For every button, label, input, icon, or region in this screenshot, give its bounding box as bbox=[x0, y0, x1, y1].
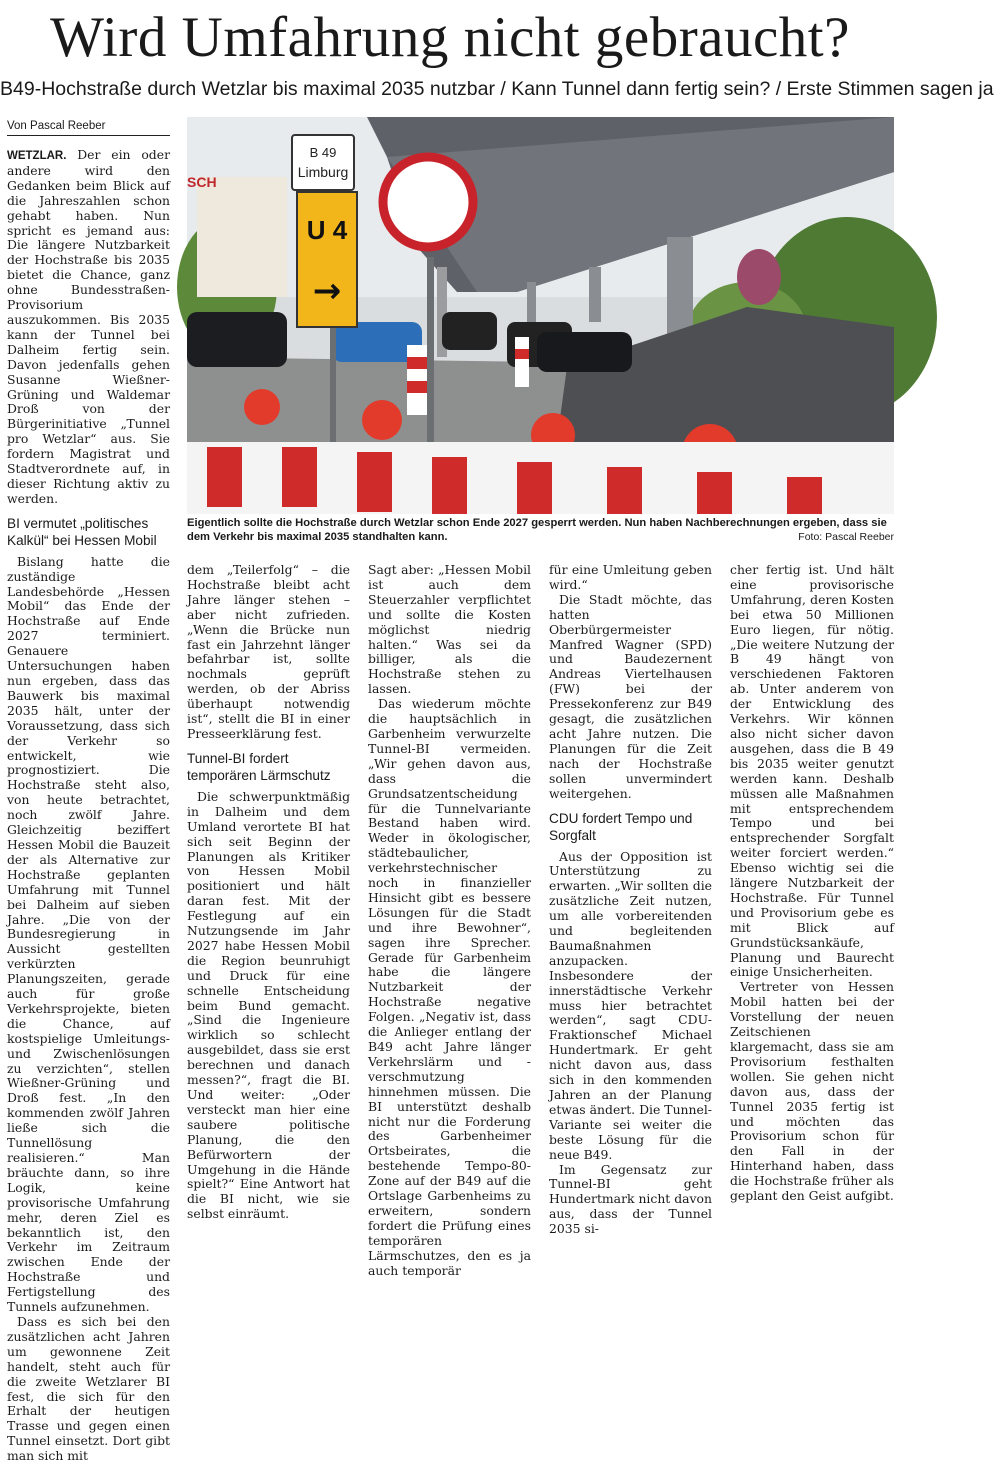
lead-text: Der ein oder andere wird den Gedanken beim Blick auf die Jahreszahlen schon gehabt haben. Nun spricht es jemand aus: Die längere Nutzbarkeit der Hochstraße bis 2035 bietet die Chance, ganz ohne Bundesstraßen-Provisorium auszukommen. Bis 2035 kann der Tunnel bei Dalheim fertig sein. Davon jedenfalls gehen Susanne Wießner-Grüning und Waldemar Droß von der Bürgerinitiative „Tunnel pro Wetzlar“ aus. Sie fordern Magistrat und Stadtverordnete auf, in dieser Richtung aktiv zu werden. bbox=[7, 147, 170, 506]
column-2 bbox=[187, 562, 350, 1222]
sign-road-number: B 49 bbox=[309, 145, 337, 160]
highway-overpass-photo bbox=[187, 117, 894, 514]
paragraph: Das wiederum möchte die hauptsächlich in Garbenheim verwurzelte Tunnel-BI vermeiden. „Wir gehen davon aus, dass die Grundsatzentscheidung für die Tunnelvariante Bestand haben wird. Weder in ökologischer, städtebaulicher, verkehrstechnischer noch in finanzieller Hinsicht gibt es bessere Lösungen für die Stadt und ihre Bewohner“, sagen ihre Sprecher. Gerade für Garbenheim habe die längere Nutzbarkeit der Hochstraße negative Folgen. „Negativ ist, dass die Anlieger entlang der B49 acht Jahre länger Verkehrslärm und -verschmutzung hinnehmen müssen. Die BI unterstützt deshalb nicht nur die Forderung des Garbenheimer Ortsbeirates, die bestehende Tempo-80-Zone auf der B49 auf die Ortslage Garbenheims zu erweitern, sondern fordert die Prüfung eines temporären Lärmschutzes, den es ja auch temporär bbox=[368, 696, 531, 1278]
subheading-cdu: CDU fordert Tempo und Sorgfalt bbox=[549, 810, 693, 843]
paragraph: Vertreter von Hessen Mobil hatten bei der Vorstellung der neuen Zeitschienen klargemacht, dass sie am Provisorium festhalten wollen. Sie gehen nicht davon aus, dass der Tunnel 2035 fertig ist und möchten das Provisorium schon für den Fall in der Hinterhand haben, dass die Hochstraße früher als geplant den Geist aufgibt. bbox=[730, 979, 894, 1204]
article-photo bbox=[187, 117, 894, 514]
subheading-bi-kalkuel: BI vermutet „politisches Kalkül“ bei Hessen Mobil bbox=[7, 515, 157, 548]
subheadline: B49-Hochstraße durch Wetzlar bis maximal 2035 nutzbar / Kann Tunnel dann fertig sein? / Erste Stimmen sagen ja bbox=[0, 78, 994, 100]
column-1 bbox=[7, 147, 170, 1464]
column-3 bbox=[368, 562, 531, 1278]
headline: Wird Umfahrung nicht gebraucht? bbox=[50, 6, 850, 69]
paragraph: Dass es sich bei den zusätzlichen acht Jahren um gewonnene Zeit handelt, steht auch für die zweite Wetzlarer BI fest, die sich für den Erhalt der heutigen Trasse und gegen einen Tunnel einsetzt. Dort gibt man sich mit bbox=[7, 1313, 170, 1464]
paragraph: Aus der Opposition ist Unterstützung zu erwarten. „Wir sollten die zusätzliche Zeit nutzen, um alle vorbereitenden und begleitenden Baumaßnahmen anzupacken. Insbesondere der innerstädtische Verkehr muss hier betrachtet werden“, sagt CDU-Fraktionschef Michael Hundertmark. Er geht nicht davon aus, dass sich in den kommenden Jahren an der Planung etwas ändert. Die Tunnel-Variante sei weiter die beste Lösung für die neue B49. bbox=[549, 848, 712, 1162]
column-5 bbox=[730, 562, 894, 1204]
sign-arrow: → bbox=[312, 271, 342, 311]
paragraph: cher fertig ist. Und hält eine provisorische Umfahrung, deren Kosten bei etwa 50 Millionen Euro liegen, für nötig. „Die weitere Nutzung der B 49 hängt von verschiedenen Faktoren ab. Unter anderem von der Entwicklung des Verkehrs. Wir können also nicht sicher davon ausgehen, dass die B 49 bis 2035 weiter genutzt werden kann. Deshalb müssen alle Maßnahmen mit entsprechendem Tempo und bei entsprechender Sorgfalt weiter forciert werden.“ Ebenso wichtig sei die längere Nutzbarkeit der Hochstraße. Für Tunnel und Provisorium gebe es mit Blick auf Grundstücksankäufe, Planung und Baurecht einige Unsicherheiten. bbox=[730, 562, 894, 980]
photo-caption bbox=[187, 516, 894, 544]
paragraph: Die schwerpunktmäßig in Dalheim und dem Umland verortete BI hat sich seit Beginn der Planungen als Kritiker von Hessen Mobil positioniert und hält daran fest. Mit der Festlegung auf ein Nutzungsende im Jahr 2027 habe Hessen Mobil die Region beunruhigt und Druck für eine schnelle Entscheidung beim Bund gemacht. „Sind die Ingenieure wirklich so schlecht ausgebildet, dass sie erst berechnen und danach messen?“, fragt die BI. Und weiter: „Oder versteckt man hier eine saubere politische Planung, die den Befürwortern der Umgehung in die Hände spielt?“ Eine Antwort hat die BI nicht, wie sie selbst einräumt. bbox=[187, 788, 350, 1222]
paragraph: Die Stadt möchte, das hatten Oberbürgermeister Manfred Wagner (SPD) und Baudezernent Andreas Viertelhausen (FW) bei der Pressekonferenz zur B49 gesagt, die zusätzlichen acht Jahre nutzen. Die Planungen für die Zeit nach der Hochstraße sollen unvermindert weitergehen. bbox=[549, 591, 712, 801]
sign-city: Limburg bbox=[297, 164, 349, 180]
column-4 bbox=[549, 562, 712, 1237]
paragraph: für eine Umleitung geben wird.“ bbox=[549, 562, 712, 592]
lead-paragraph bbox=[7, 148, 170, 507]
subheading-tunnel-bi: Tunnel-BI fordert temporären Lärmschutz bbox=[187, 750, 331, 783]
dateline: WETZLAR. bbox=[7, 150, 67, 162]
storefront-letters: SCH bbox=[187, 174, 217, 190]
photo-credit: Foto: Pascal Reeber bbox=[798, 531, 894, 543]
caption-text: Eigentlich sollte die Hochstraße durch Wetzlar schon Ende 2027 gesperrt werden. Nun haben Nachberechnungen ergeben, dass sie dem Verkehr bis maximal 2035 standhalten kann. bbox=[187, 517, 887, 543]
paragraph: dem „Teilerfolg“ – die Hochstraße bleibt acht Jahre länger stehen – aber nicht zufrieden. „Wenn die Brücke nun fast ein Jahrzehnt länger befahrbar ist, sollte nochmals geprüft werden, ob der Abriss überhaupt notwendig ist“, stellt die BI in einer Presseerklärung fest. bbox=[187, 562, 350, 741]
paragraph: Bislang hatte die zuständige Landesbehörde „Hessen Mobil“ das Ende der Hochstraße auf Ende 2027 terminiert. Genauere Untersuchungen haben nun ergeben, dass das Bauwerk bis maximal 2035 hält, unter der Voraussetzung, dass sich der Verkehr so entwickelt, wie prognostiziert. Die Hochstraße steht also, von heute betrachtet, noch zwölf Jahre. Gleichzeitig beziffert Hessen Mobil die Bauzeit der als Alternative zur Hochstraße geplanten Umfahrung mit Tunnel bei Dalheim auf sieben Jahre. „Die von der Bundesregierung in Aussicht gestellten verkürzten Planungszeiten, gerade auch für große Verkehrsprojekte, bieten die Chance, auf kostspielige Umleitungs- und Zwischenlösungen zu verzichten“, stellen Wießner-Grüning und Droß fest. „In den kommenden zwölf Jahren ließe sich die Tunnellösung realisieren.“ Man bräuchte dann, so ihre Logik, keine provisorische Umfahrung mehr, deren Ziel es bekanntlich ist, den Verkehr im Zeitraum zwischen Ende der Hochstraße und Fertigstellung des Tunnels aufzunehmen. bbox=[7, 553, 170, 1315]
paragraph: Im Gegensatz zur Tunnel-BI geht Hundertmark nicht davon aus, dass der Tunnel 2035 si- bbox=[549, 1161, 712, 1237]
paragraph: Sagt aber: „Hessen Mobil ist auch dem Steuerzahler verpflichtet und sollte die Kosten möglichst niedrig halten.“ Was sei da billiger, als die Hochstraße stehen zu lassen. bbox=[368, 562, 531, 697]
sign-detour-u4: U 4 bbox=[306, 215, 348, 245]
byline: Von Pascal Reeber bbox=[7, 120, 170, 136]
